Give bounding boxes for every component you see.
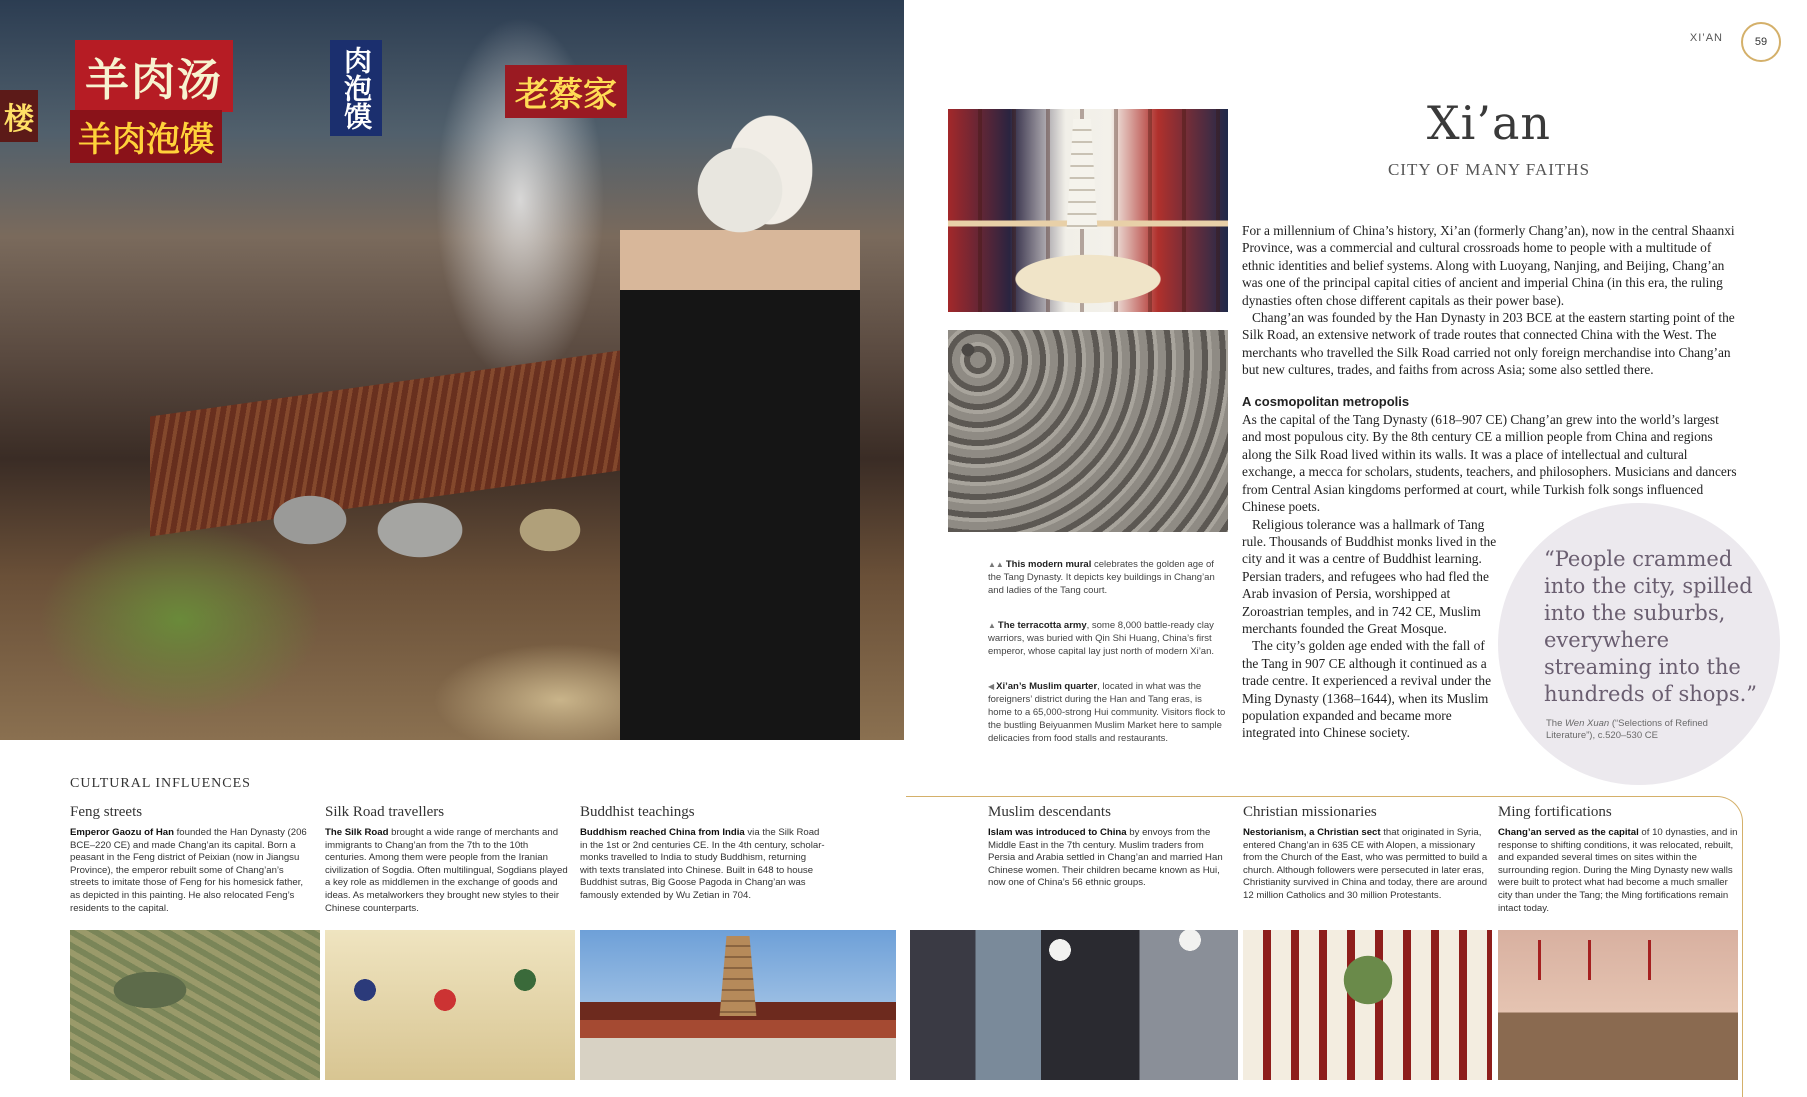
narrow-column <box>1242 516 1500 742</box>
influence-christian <box>1243 804 1488 903</box>
paragraph: For a millennium of China’s history, Xi’an (formerly Chang’an), now in the central Shaanxi Province, was a commercial and cultural crossroads home to people with a multitude of ethnic identities and belief systems. Along with Luoyang, Nanjing, and Beijing, Chang’an was one of the principal capital cities of ancient and imperial China (in this era, the ruling dynasties often chose different capitals as their power base). <box>1242 223 1735 308</box>
pull-quote: “People crammed into the city, spilled into the suburbs, everywhere streaming into the hundreds of shops.” <box>1544 547 1758 706</box>
running-header: XI’AN <box>1689 32 1723 44</box>
influence-heading: Muslim descendants <box>988 804 1111 820</box>
flag-icon <box>1648 940 1651 980</box>
influence-heading: Ming fortifications <box>1498 804 1612 820</box>
cultural-influences-label: CULTURAL INFLUENCES <box>70 776 251 791</box>
influence-buddhist <box>580 804 825 903</box>
caption-arrow-icon: ▲ <box>988 621 996 630</box>
spice-bowls <box>250 470 630 580</box>
influence-heading: Buddhist teachings <box>580 804 695 820</box>
influence-text: Emperor Gaozu of Han founded the Han Dynasty (206 BCE–220 CE) and made Chang’an its capital. Born a peasant in the Feng district of Peixian (now in Jiangsu Province), the emperor rebuilt some of Chang’an’s streets to imitate those of Feng for his homesick father, as depicted in this painting. He also relocated Feng’s residents to the capital. <box>70 827 307 914</box>
flag-icon <box>1588 940 1591 980</box>
caption-mural: ▲▲ This modern mural celebrates the golden age of the Tang Dynasty. It depicts key buildings in Chang’an and ladies of the Tang court. <box>988 559 1215 596</box>
terracotta-army-photo <box>948 330 1228 532</box>
street-cook <box>620 140 860 740</box>
caption-terracotta: ▲ The terracotta army, some 8,000 battle-ready clay warriors, was buried with Qin Shi Huang, China’s first emperor, whose capital lay just north of modern Xi’an. <box>988 620 1215 657</box>
photo-captions <box>988 558 1228 767</box>
paragraph: As the capital of the Tang Dynasty (618–907 CE) Chang’an grew into the world’s largest and most populous city. By the 8th century CE a million people from China and regions along the Silk Road lived within its walls. It was a place of intellectual and cultural exchange, a mecca for scholars, students, teachers, and philosophers. Musicians and dancers from Central Asian kingdoms performed at court, while Turkish folk songs influenced Chinese poets. <box>1242 412 1737 515</box>
influence-heading: Christian missionaries <box>1243 804 1377 820</box>
paragraph: The city’s golden age ended with the fall of the Tang in 907 CE although it continued as a trade centre. It experienced a revival under the Ming Dynasty (1368–1644), when its Muslim population expanded and became more integrated into Chinese society. <box>1242 638 1492 741</box>
influence-text: Islam was introduced to China by envoys from the Middle East in the 7th century. Muslim traders from Persia and Arabia settled in Chang’an and married Han Chinese women. Their children became known as Hui, now one of China’s 56 ethnic groups. <box>988 827 1223 889</box>
page-number: 59 <box>1741 22 1781 62</box>
influence-feng-streets <box>70 804 315 915</box>
caption-arrow-icon: ◀ <box>988 682 995 691</box>
influence-silk-road <box>325 804 570 915</box>
flag-icon <box>1538 940 1541 980</box>
muslim-quarter-market-photo <box>0 0 904 740</box>
influence-text: Nestorianism, a Christian sect that originated in Syria, entered Chang’an in 635 CE with Alopen, a missionary from the Church of the East, who was permitted to build a church. Although followers were persecuted in later eras, Christianity survived in China and today, there are around 12 million Catholics and 30 million Protestants. <box>1243 827 1488 901</box>
sign-roupaomo: 肉泡馍 <box>330 40 382 136</box>
influence-text: Chang’an served as the capital of 10 dynasties, and in response to shifting conditions, it was relocated, rebuilt, and expanded several times on sites within the surrounding region. During the Ming Dynasty new walls were built to protect what had become a much smaller city than under the Tang; the Ming fortifications remain intact today. <box>1498 827 1738 914</box>
caption-muslim-quarter: ◀ Xi’an’s Muslim quarter, located in what was the foreigners’ district during the Han and Tang eras, is home to a 65,000-strong Hui community. Visitors flock to the bustling Beiyuanmen Muslim Market here to sample delicacies from food stalls and restaurants. <box>988 681 1226 744</box>
influence-muslim <box>988 804 1233 890</box>
influence-heading: Feng streets <box>70 804 143 820</box>
big-goose-pagoda-photo <box>580 930 896 1080</box>
tang-mural-photo <box>948 109 1228 312</box>
church-interior-photo <box>1243 930 1492 1080</box>
ming-city-wall-photo <box>1498 930 1738 1080</box>
paragraph: Religious tolerance was a hallmark of Tang rule. Thousands of Buddhist monks lived in the city and it was a centre of Buddhist learning. Persian traders, and refugees who had fled the Arab invasion of Persia, worshipped at Zoroastrian temples, and in 742 CE, Muslim merchants founded the Great Mosque. <box>1242 516 1497 636</box>
pagoda-icon <box>715 936 761 1016</box>
hui-muslims-praying-photo <box>910 930 1238 1080</box>
sign-lou: 楼 <box>0 90 38 142</box>
section-heading: A cosmopolitan metropolis <box>1242 393 1410 409</box>
paragraph: Chang’an was founded by the Han Dynasty in 203 BCE at the eastern starting point of the Silk Road, an extensive network of trade routes that connected China with the West. The merchants who travelled the Silk Road carried not only foreign merchandise into Chang’an but new cultures, trades, and faiths from across Asia; some also settled there. <box>1242 310 1735 378</box>
sign-yangroupaomo: 羊肉泡馍 <box>70 110 222 163</box>
sign-yangroutang: 羊肉汤 <box>75 40 233 112</box>
pagoda-icon <box>1060 119 1104 229</box>
sign-laocaijia: 老蔡家 <box>505 65 627 118</box>
page-subtitle: CITY OF MANY FAITHS <box>1387 160 1591 179</box>
influence-text: The Silk Road brought a wide range of merchants and immigrants to Chang’an from the 7th to the 10th centuries. Among them were people from the Iranian civilization of Sogdia. Often multilingual, Sogdians played a key role as middlemen in the exchange of goods and ideas. As metalworkers they brought new styles to their Chinese counterparts. <box>325 827 568 914</box>
feng-streets-painting <box>70 930 320 1080</box>
page-title: Xi’an <box>1426 96 1552 150</box>
influence-text: Buddhism reached China from India via the Silk Road in the 1st or 2nd centuries CE. In the 4th century, scholar-monks travelled to India to study Buddhism, returning with texts translated into Chinese. Built in 648 to house Buddhist sutras, Big Goose Pagoda in Chang’an was famously extended by Wu Zetian in 704. <box>580 827 825 901</box>
silk-road-travellers-painting <box>325 930 575 1080</box>
influence-heading: Silk Road travellers <box>325 804 445 820</box>
influence-ming <box>1498 804 1743 915</box>
pull-quote-source: The Wen Xuan (“Selections of Refined Literature”), c.520–530 CE <box>1546 718 1708 741</box>
caption-arrow-icon: ▲▲ <box>988 560 1004 569</box>
